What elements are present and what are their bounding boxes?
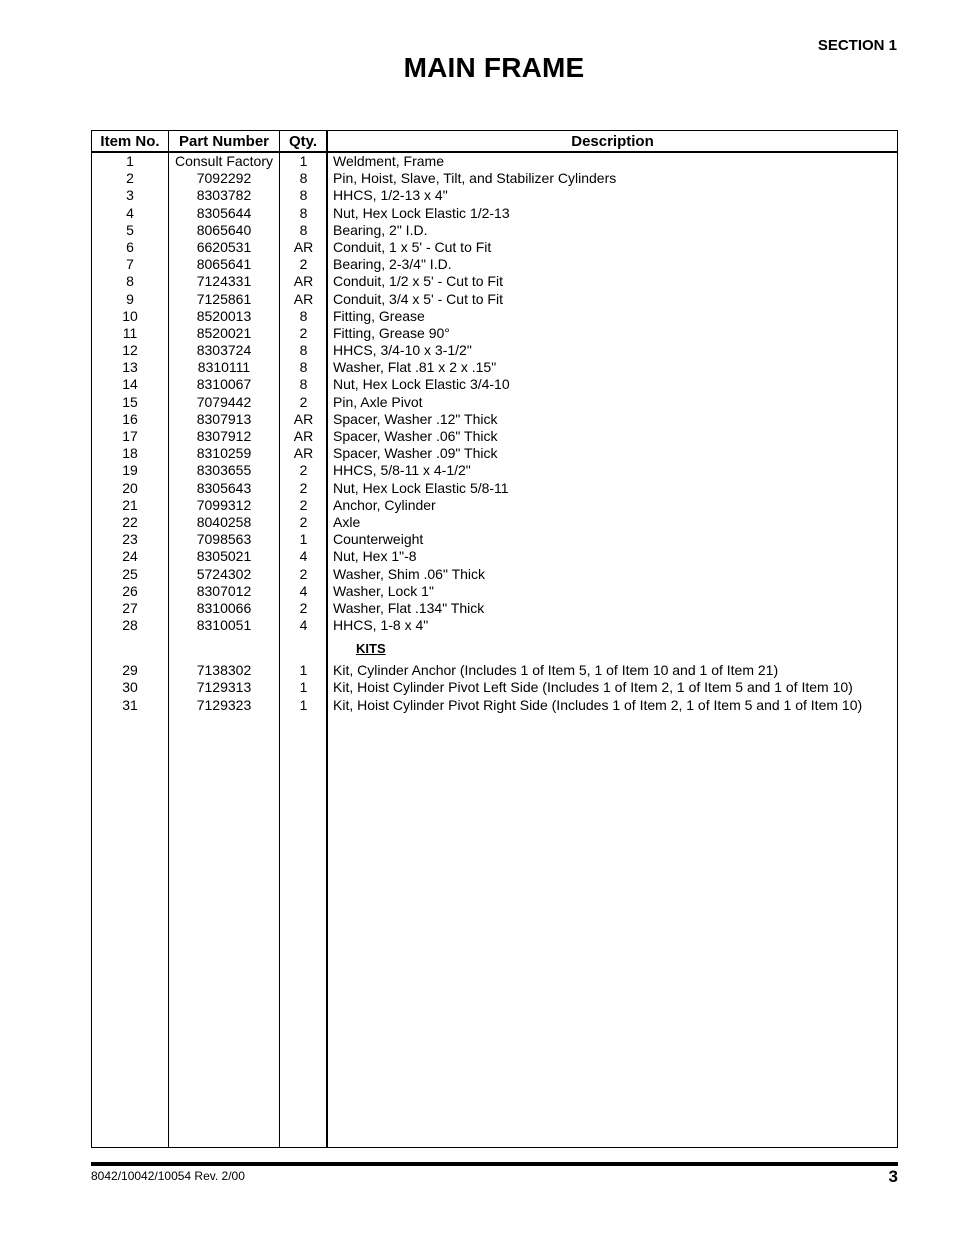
description-cell: Kit, Hoist Cylinder Pivot Right Side (Includes 1 of Item 2, 1 of Item 5 and 1 of Item 10) [333, 696, 863, 713]
item-number-cell: 16 [122, 410, 138, 427]
description-cell: HHCS, 1-8 x 4" [333, 617, 429, 634]
quantity-cell: 1 [299, 679, 308, 696]
quantity-cell: 8 [299, 307, 308, 324]
part-number-cell: 7079442 [196, 393, 252, 410]
description-cell: Spacer, Washer .09" Thick [333, 445, 498, 462]
part-number-cell: 8310259 [196, 445, 252, 462]
quantity-cell: 1 [299, 662, 308, 679]
quantity-cell: 2 [299, 479, 308, 496]
quantity-cell: 4 [299, 617, 308, 634]
item-number-cell: 29 [122, 662, 138, 679]
description-cell: Bearing, 2" I.D. [333, 221, 428, 238]
part-number-cell: 7124331 [196, 273, 252, 290]
table-row [92, 342, 897, 359]
table-row [92, 548, 897, 565]
table-row [92, 205, 897, 222]
item-number-cell: 7 [126, 256, 134, 273]
header-item-no: Item No. [100, 133, 160, 150]
table-row [92, 428, 897, 445]
item-number-cell: 18 [122, 445, 138, 462]
table-row [92, 308, 897, 325]
part-number-cell: 7129323 [196, 696, 252, 713]
header-description: Description [571, 133, 654, 150]
part-number-cell: 8307912 [196, 428, 252, 444]
quantity-cell: 8 [299, 170, 308, 187]
item-number-cell: 9 [126, 290, 134, 307]
item-number-cell: 26 [122, 582, 138, 599]
part-number-cell: 7098563 [196, 531, 252, 548]
quantity-cell: 2 [299, 565, 308, 582]
part-number-cell: Consult Factory [174, 153, 274, 169]
quantity-cell: 2 [299, 324, 308, 341]
description-cell: Washer, Shim .06" Thick [333, 565, 486, 582]
table-row [92, 600, 897, 617]
part-number-cell: 5724302 [196, 565, 252, 582]
quantity-cell: AR [293, 238, 314, 255]
table-row [92, 531, 897, 548]
part-number-cell: 8040258 [196, 513, 252, 530]
quantity-cell: AR [293, 410, 314, 427]
description-cell: HHCS, 1/2-13 x 4" [333, 187, 448, 204]
description-cell: Anchor, Cylinder [333, 496, 436, 513]
item-number-cell: 17 [122, 428, 138, 444]
item-number-cell: 14 [122, 376, 138, 393]
description-cell: Pin, Hoist, Slave, Tilt, and Stabilizer Cylinders [333, 170, 617, 187]
page-title: MAIN FRAME [403, 52, 585, 83]
item-number-cell: 15 [122, 393, 138, 410]
description-cell: Nut, Hex Lock Elastic 5/8-11 [333, 479, 509, 496]
description-cell: Axle [333, 513, 361, 530]
description-cell: HHCS, 3/4-10 x 3-1/2" [333, 342, 472, 359]
table-row [92, 566, 897, 583]
description-cell: Fitting, Grease [333, 307, 425, 324]
part-number-cell: 8305644 [196, 204, 252, 221]
part-number-cell: 8310051 [196, 617, 252, 634]
table-row [92, 359, 897, 376]
item-number-cell: 25 [122, 565, 138, 582]
header-qty: Qty. [288, 133, 318, 150]
item-number-cell: 10 [122, 307, 138, 324]
quantity-cell: 8 [299, 187, 308, 204]
part-number-cell: 8310111 [197, 359, 251, 376]
quantity-cell: 1 [299, 531, 308, 548]
part-number-cell: 8310067 [196, 376, 252, 393]
quantity-cell: 8 [299, 376, 308, 393]
part-number-cell: 8303782 [196, 187, 252, 204]
table-row [92, 445, 897, 462]
description-cell: HHCS, 5/8-11 x 4-1/2" [333, 462, 471, 479]
description-cell: Kit, Cylinder Anchor (Includes 1 of Item 5, 1 of Item 10 and 1 of Item 21) [333, 662, 779, 679]
description-cell: Kit, Hoist Cylinder Pivot Left Side (Includes 1 of Item 2, 1 of Item 5 and 1 of Item 10) [333, 679, 853, 696]
document-reference: 8042/10042/10054 Rev. 2/00 [91, 1169, 245, 1183]
quantity-cell: 8 [299, 342, 308, 359]
table-row [92, 411, 897, 428]
table-row [92, 187, 897, 204]
table-row [92, 662, 897, 679]
quantity-cell: 2 [299, 462, 308, 479]
item-number-cell: 30 [122, 679, 138, 696]
item-number-cell: 12 [122, 342, 138, 359]
table-row [92, 583, 897, 600]
quantity-cell: 1 [299, 696, 308, 713]
item-number-cell: 27 [122, 599, 138, 616]
part-number-cell: 7125861 [196, 290, 252, 307]
description-cell: Bearing, 2-3/4" I.D. [333, 256, 452, 273]
section-label: SECTION 1 [817, 37, 897, 54]
item-number-cell: 13 [122, 359, 138, 376]
item-number-cell: 28 [122, 617, 138, 634]
table-row [92, 291, 897, 308]
item-number-cell: 1 [126, 153, 134, 169]
item-number-cell: 6 [126, 238, 134, 255]
quantity-cell: AR [293, 273, 314, 290]
table-row [92, 273, 897, 290]
table-row [92, 514, 897, 531]
item-number-cell: 22 [122, 513, 138, 530]
description-cell: Conduit, 3/4 x 5' - Cut to Fit [333, 290, 503, 307]
kits-heading: KITS [356, 641, 386, 657]
table-row [92, 480, 897, 497]
description-cell: Counterweight [333, 531, 424, 548]
item-number-cell: 2 [126, 170, 134, 187]
part-number-cell: 8307913 [196, 410, 252, 427]
item-number-cell: 23 [122, 531, 138, 548]
quantity-cell: AR [293, 428, 314, 444]
part-number-cell: 8303724 [196, 342, 252, 359]
part-number-cell: 8310066 [196, 599, 252, 616]
quantity-cell: 4 [299, 548, 308, 565]
table-row [92, 153, 897, 170]
table-row [92, 462, 897, 479]
item-number-cell: 8 [126, 273, 134, 290]
item-number-cell: 4 [126, 204, 134, 221]
part-number-cell: 7092292 [196, 170, 252, 187]
quantity-cell: AR [293, 290, 314, 307]
item-number-cell: 19 [122, 462, 138, 479]
table-row [92, 497, 897, 514]
page-number: 3 [888, 1167, 898, 1186]
quantity-cell: 2 [299, 599, 308, 616]
table-row [92, 256, 897, 273]
description-cell: Nut, Hex 1"-8 [333, 548, 417, 565]
description-cell: Pin, Axle Pivot [333, 393, 423, 410]
table-row [92, 697, 897, 714]
item-number-cell: 5 [126, 221, 134, 238]
part-number-cell: 8307012 [196, 582, 252, 599]
description-cell: Spacer, Washer .06" Thick [333, 428, 498, 444]
part-number-cell: 7138302 [196, 662, 252, 679]
part-number-cell: 6620531 [196, 238, 252, 255]
part-number-cell: 7099312 [196, 496, 252, 513]
table-row [92, 376, 897, 393]
description-cell: Nut, Hex Lock Elastic 3/4-10 [333, 376, 510, 393]
quantity-cell: 2 [299, 256, 308, 273]
quantity-cell: 4 [299, 582, 308, 599]
description-cell: Spacer, Washer .12" Thick [333, 410, 498, 427]
item-number-cell: 24 [122, 548, 138, 565]
quantity-cell: 8 [299, 359, 308, 376]
table-row [92, 325, 897, 342]
item-number-cell: 31 [122, 696, 138, 713]
part-number-cell: 8520021 [196, 324, 252, 341]
table-row [92, 394, 897, 411]
part-number-cell: 7129313 [196, 679, 252, 696]
table-row [92, 170, 897, 187]
item-number-cell: 3 [126, 187, 134, 204]
part-number-cell: 8305021 [196, 548, 252, 565]
description-cell: Weldment, Frame [333, 153, 444, 169]
item-number-cell: 20 [122, 479, 138, 496]
table-row [92, 679, 897, 696]
table-row [92, 239, 897, 256]
part-number-cell: 8065640 [196, 221, 252, 238]
quantity-cell: 8 [299, 204, 308, 221]
part-number-cell: 8520013 [196, 307, 252, 324]
item-number-cell: 21 [122, 496, 138, 513]
item-number-cell: 11 [122, 324, 138, 341]
part-number-cell: 8303655 [196, 462, 252, 479]
description-cell: Washer, Flat .81 x 2 x .15" [333, 359, 497, 376]
description-cell: Conduit, 1 x 5' - Cut to Fit [333, 238, 492, 255]
description-cell: Conduit, 1/2 x 5' - Cut to Fit [333, 273, 503, 290]
part-number-cell: 8065641 [196, 256, 252, 273]
description-cell: Nut, Hex Lock Elastic 1/2-13 [333, 204, 510, 221]
header-part-number: Part Number [178, 133, 270, 150]
quantity-cell: 2 [299, 513, 308, 530]
description-cell: Washer, Lock 1" [333, 582, 434, 599]
quantity-cell: 8 [299, 221, 308, 238]
table-row [92, 617, 897, 634]
part-number-cell: 8305643 [196, 479, 252, 496]
footer-rule [91, 1162, 898, 1166]
description-cell: Washer, Flat .134" Thick [333, 599, 485, 616]
quantity-cell: 2 [299, 393, 308, 410]
quantity-cell: 2 [299, 496, 308, 513]
description-cell: Fitting, Grease 90° [333, 324, 450, 341]
quantity-cell: 1 [299, 153, 308, 169]
table-row [92, 222, 897, 239]
parts-table [91, 130, 898, 1148]
parts-rows [92, 153, 897, 714]
quantity-cell: AR [293, 445, 314, 462]
